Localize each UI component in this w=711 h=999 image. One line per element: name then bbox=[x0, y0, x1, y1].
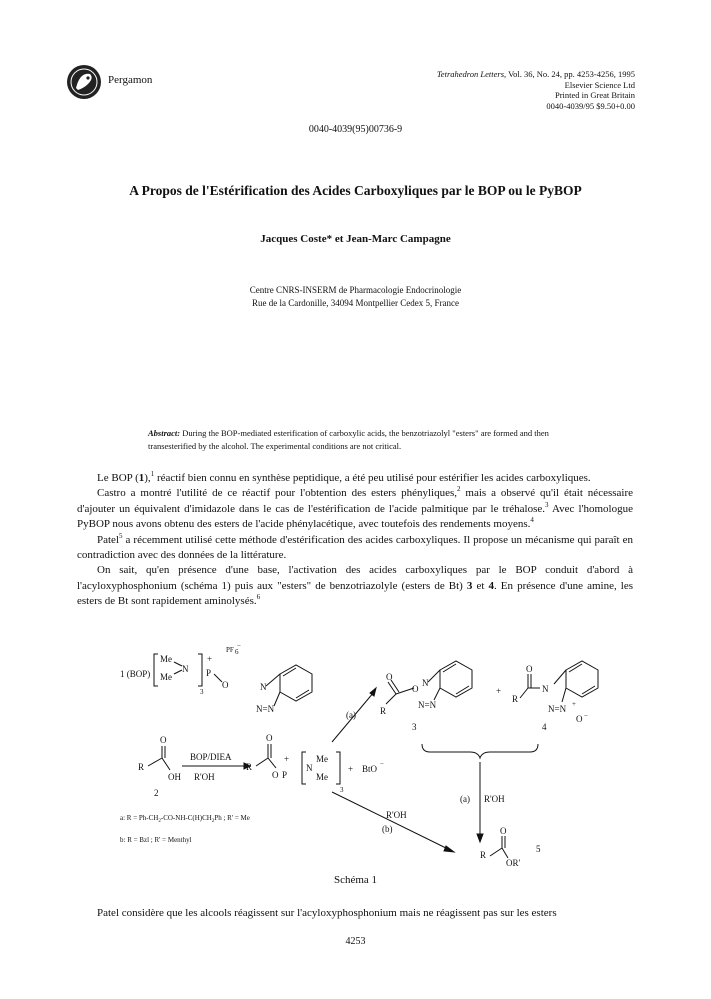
journal-citation bbox=[437, 69, 635, 80]
bop-p: P bbox=[206, 668, 212, 678]
inter-n: N bbox=[306, 763, 313, 773]
c3-o-top: O bbox=[386, 672, 393, 682]
ref-1: 1 bbox=[150, 470, 155, 478]
roh-lower: R'OH bbox=[484, 794, 505, 804]
inter-o-top: O bbox=[266, 733, 273, 743]
pergamon-logo-icon bbox=[66, 64, 102, 100]
cmpd-5: 5 bbox=[536, 844, 541, 854]
c3-o: O bbox=[412, 684, 419, 694]
ref-2: 2 bbox=[457, 485, 461, 494]
c3-n: N bbox=[422, 678, 429, 688]
p4-text-e: . En présence d'une amine, les esters de Bt sont rapidement aminolysés. bbox=[77, 579, 633, 608]
p2-text-b: mais a observé qu'il était nécessaire d'ajouter un équivalent d'imidazole dans le cas de l'estérification de l'acide palmitique par le tréhalose. bbox=[77, 487, 634, 515]
me-bottom: Me bbox=[160, 672, 172, 682]
acid-o: O bbox=[160, 735, 167, 745]
inter-plus: + bbox=[284, 754, 290, 764]
p4-compound-4: 4 bbox=[488, 579, 494, 592]
p3-text-a: Patel bbox=[97, 533, 119, 546]
c3-nn: N=N bbox=[418, 700, 437, 710]
page-number: 4253 bbox=[345, 936, 366, 947]
c5-o: O bbox=[500, 826, 507, 836]
reaction-scheme bbox=[110, 644, 620, 870]
abstract-label: Abstract: bbox=[148, 428, 181, 438]
plus-sign: + bbox=[348, 764, 354, 774]
acid-r: R bbox=[138, 762, 145, 772]
p1-compound: 1 bbox=[138, 472, 145, 484]
roh-label: R'OH bbox=[194, 772, 215, 782]
acid-oh: OH bbox=[168, 772, 181, 782]
cmpd-3: 3 bbox=[412, 722, 417, 732]
inter-p: P bbox=[282, 770, 288, 780]
note-b: b: R = Bzl ; R' = Menthyl bbox=[120, 836, 192, 844]
ref-4: 4 bbox=[530, 516, 534, 525]
authors: Jacques Coste* et Jean-Marc Campagne bbox=[260, 233, 451, 245]
cmpd-2: 2 bbox=[154, 788, 159, 798]
journal-publisher: Elsevier Science Ltd bbox=[564, 79, 635, 90]
body-text bbox=[77, 471, 633, 610]
inter-me-2: Me bbox=[316, 772, 328, 782]
c3-r: R bbox=[380, 706, 387, 716]
ref-3: 3 bbox=[545, 500, 549, 509]
pf6-minus: − bbox=[237, 644, 241, 650]
c4-r: R bbox=[512, 694, 519, 704]
p1-text-d: réactif bien connu en synthèse peptidique, a été peu utilisé pour estérifier les acides carboxyliques. bbox=[154, 472, 591, 484]
doi: 0040-4039(95)00736-9 bbox=[308, 124, 403, 135]
note-a: a: $R = Ph-CH_2-CO-NH-C(H)CH_2Ph$ ; R' = Me bbox=[120, 814, 250, 824]
p2-text-c: Avec l'homologue PyBOP nous avons obtenu des esters de l'acide phénylacétique, avec toutefois des rendements moyens. bbox=[77, 502, 633, 531]
bop-sub3: 3 bbox=[200, 688, 204, 696]
plus-between: + bbox=[496, 686, 502, 696]
last-line: Patel considère que les alcools réagissent sur l'acyloxyphosphonium mais ne réagissent pas sur les esters bbox=[97, 907, 557, 919]
inter-r: R bbox=[246, 762, 253, 772]
affiliation-line-2: Rue de la Cardonille, 34094 Montpellier Cedex 5, France bbox=[252, 298, 459, 308]
roh-b: R'OH bbox=[386, 810, 407, 820]
p2-text-a: Castro a montré l'utilité de ce réactif pour l'obtention des esters phényliques, bbox=[97, 487, 457, 500]
journal-volume: , Vol. 36, No. 24, pp. 4253-4256, 1995 bbox=[504, 69, 635, 79]
bop-nn: N=N bbox=[256, 704, 275, 714]
affiliation-line-1: Centre CNRS-INSERM de Pharmacologie Endocrinologie bbox=[249, 285, 462, 295]
bop-plus: + bbox=[207, 654, 213, 664]
c4-n: N bbox=[542, 684, 549, 694]
inter-sub3: 3 bbox=[340, 786, 344, 794]
journal-info bbox=[437, 69, 635, 111]
scheme-caption: Schéma 1 bbox=[333, 874, 378, 886]
paragraph-2 bbox=[77, 486, 633, 532]
abstract-text: During the BOP-mediated esterification of carboxylic acids, the benzotriazolyl "esters" are formed and then transesterified by the alcohol. The experimental conditions are not critical. bbox=[148, 428, 549, 451]
pf6: PF bbox=[226, 646, 234, 654]
bop-n: N bbox=[182, 664, 189, 674]
cmpd-4: 4 bbox=[542, 722, 547, 732]
pf6-sub: 6 bbox=[235, 648, 239, 656]
bto-label: BtO bbox=[362, 764, 378, 774]
p4-compound-3: 3 bbox=[466, 579, 473, 592]
bop-label: 1 (BOP) bbox=[120, 669, 151, 679]
ref-5: 5 bbox=[119, 531, 123, 540]
c5-r: R bbox=[480, 850, 487, 860]
publisher-name: Pergamon bbox=[108, 74, 153, 86]
affiliation bbox=[0, 284, 711, 310]
inter-me-1: Me bbox=[316, 754, 328, 764]
reagent-label: BOP/DIEA bbox=[190, 752, 232, 762]
p1-text-a: Le BOP ( bbox=[97, 472, 139, 484]
p1-text-c: ), bbox=[144, 472, 151, 484]
c4-plus: + bbox=[572, 700, 576, 708]
bop-o: O bbox=[222, 680, 229, 690]
p3-text-b: a récemment utilisé cette méthode d'estérification des acides carboxyliques. Il propose un mécanisme qui paraît en contradiction avec des données de la littérature. bbox=[77, 533, 633, 562]
paper-title: A Propos de l'Estérification des Acides Carboxyliques par le BOP ou le PyBOP bbox=[129, 183, 582, 198]
c5-or: OR' bbox=[506, 858, 521, 868]
c4-o-minus: O bbox=[576, 714, 583, 724]
label-a-upper: (a) bbox=[346, 710, 356, 720]
p4-text-c: et bbox=[472, 579, 489, 592]
me-top: Me bbox=[160, 654, 172, 664]
journal-price: 0040-4039/95 $9.50+0.00 bbox=[546, 100, 635, 111]
paragraph-4 bbox=[77, 563, 633, 609]
p4-text-a: On sait, qu'en présence d'une base, l'activation des acides carboxyliques par le BOP conduit d'abord à l'acyloxyphosphonium (schéma 1) puis aux "esters" de benzotriazolyle (esters de Bt) bbox=[77, 564, 633, 592]
journal-name: Tetrahedron Letters bbox=[436, 69, 505, 79]
inter-o: O bbox=[272, 770, 279, 780]
c4-minus: − bbox=[584, 712, 588, 720]
bop-n1: N bbox=[260, 682, 267, 692]
c4-nn: N=N bbox=[548, 704, 567, 714]
c4-o-top: O bbox=[526, 664, 533, 674]
abstract bbox=[148, 427, 578, 453]
ref-6: 6 bbox=[256, 593, 261, 602]
label-b: (b) bbox=[382, 824, 393, 834]
journal-printed: Printed in Great Britain bbox=[554, 90, 635, 100]
paragraph-1 bbox=[77, 471, 633, 486]
label-a-lower: (a) bbox=[460, 794, 470, 804]
paragraph-3 bbox=[77, 533, 633, 564]
bto-minus: − bbox=[380, 760, 384, 768]
